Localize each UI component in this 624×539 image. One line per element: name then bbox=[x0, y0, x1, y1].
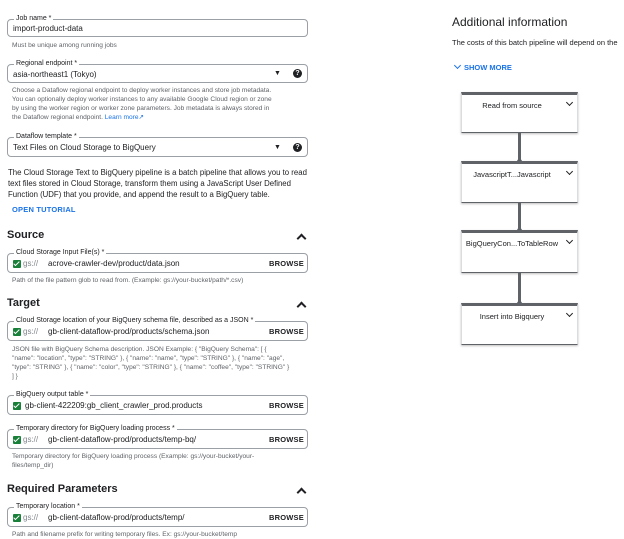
help-icon[interactable]: ? bbox=[293, 143, 302, 152]
valid-check-icon bbox=[13, 260, 21, 268]
job-name-label: Job name * bbox=[16, 15, 52, 22]
temp-dir-hint: Temporary directory for BigQuery loading process (Example: gs://your-bucket/your- files/temp_dir) bbox=[12, 453, 255, 469]
dropdown-arrow-icon[interactable]: ▼ bbox=[274, 70, 281, 77]
temp-location-label: Temporary location * bbox=[16, 503, 80, 510]
input-file-hint: Path of the file pattern glob to read from. (Example: gs://your-bucket/path/*.csv) bbox=[12, 277, 244, 284]
learn-more-link[interactable]: Learn more bbox=[104, 114, 139, 121]
browse-button[interactable]: BROWSE bbox=[269, 259, 304, 268]
input-file-value[interactable]: acrove-crawler-dev/product/data.json bbox=[48, 259, 180, 268]
job-name-field[interactable] bbox=[7, 15, 308, 37]
regional-endpoint-label: Regional endpoint * bbox=[16, 60, 78, 67]
temp-location-hint: Path and filename prefix for writing temporary files. Ex: gs://your-bucket/temp bbox=[12, 531, 238, 538]
regional-endpoint-select[interactable] bbox=[7, 60, 308, 83]
gs-prefix: gs:// bbox=[23, 259, 39, 268]
required-params-title: Required Parameters bbox=[7, 483, 118, 495]
regional-endpoint-hint: Choose a Dataflow regional endpoint to deploy worker instances and store job metadata. You can optionally deploy worker instances to any available Google Cloud region or zone by using the worker region or worker zone parameters. Job metadata is always stored in the Dataflow regional endpoint. Learn more↗ bbox=[12, 87, 272, 121]
temp-dir-value[interactable]: gb-client-dataflow-prod/products/temp-bq/ bbox=[48, 435, 197, 444]
pipeline-node-label: Read from source bbox=[482, 101, 542, 110]
help-icon[interactable]: ? bbox=[293, 69, 302, 78]
browse-button[interactable]: BROWSE bbox=[269, 435, 304, 444]
temp-location-field[interactable] bbox=[7, 503, 308, 527]
gs-prefix: gs:// bbox=[23, 513, 39, 522]
schema-location-field[interactable] bbox=[7, 317, 308, 341]
valid-check-icon bbox=[13, 328, 21, 336]
job-name-hint: Must be unique among running jobs bbox=[12, 42, 117, 49]
output-table-value[interactable]: gb-client-422209:gb_client_crawler_prod.products bbox=[25, 401, 203, 410]
pipeline-node[interactable] bbox=[461, 303, 578, 345]
dataflow-template-select[interactable] bbox=[7, 133, 308, 157]
gs-prefix: gs:// bbox=[23, 327, 39, 336]
collapse-source-icon[interactable] bbox=[297, 234, 307, 244]
info-text: The costs of this batch pipeline will depend on the bbox=[452, 38, 618, 47]
collapse-required-icon[interactable] bbox=[297, 488, 307, 498]
pipeline-node[interactable] bbox=[461, 161, 578, 203]
schema-location-label: Cloud Storage location of your BigQuery schema file, described as a JSON * bbox=[16, 317, 254, 324]
temp-location-value[interactable]: gb-client-dataflow-prod/products/temp/ bbox=[48, 513, 185, 522]
pipeline-node-label: JavascriptT...Javascript bbox=[473, 170, 551, 179]
temp-dir-label: Temporary directory for BigQuery loading process * bbox=[16, 425, 175, 432]
chevron-down-icon[interactable] bbox=[566, 168, 573, 175]
pipeline-connector bbox=[518, 273, 521, 303]
pipeline-node-label: BigQueryCon...ToTableRow bbox=[465, 239, 559, 248]
external-link-icon: ↗ bbox=[138, 114, 145, 121]
valid-check-icon bbox=[13, 402, 21, 410]
valid-check-icon bbox=[13, 514, 21, 522]
output-table-field[interactable] bbox=[7, 391, 308, 415]
job-name-value[interactable]: import-product-data bbox=[13, 24, 83, 33]
template-description: The Cloud Storage Text to BigQuery pipeline is a batch pipeline that allows you to read text files stored in Cloud Storage, transform them using a JavaScript User Defined Function (UDF) that you provide, and append the result to a BigQuery table. bbox=[8, 168, 307, 199]
input-file-label: Cloud Storage Input File(s) * bbox=[16, 249, 105, 256]
chevron-down-icon[interactable] bbox=[566, 99, 573, 106]
source-section-title: Source bbox=[7, 229, 45, 241]
open-tutorial-button[interactable]: OPEN TUTORIAL bbox=[12, 205, 76, 214]
input-file-field[interactable] bbox=[7, 249, 308, 273]
dataflow-template-value: Text Files on Cloud Storage to BigQuery bbox=[13, 143, 156, 152]
show-more-button[interactable]: SHOW MORE bbox=[454, 63, 512, 72]
collapse-target-icon[interactable] bbox=[297, 302, 307, 312]
browse-button[interactable]: BROWSE bbox=[269, 327, 304, 336]
browse-button[interactable]: BROWSE bbox=[269, 401, 304, 410]
pipeline-node[interactable] bbox=[461, 92, 578, 133]
target-section-title: Target bbox=[7, 297, 40, 309]
info-title: Additional information bbox=[452, 15, 568, 29]
pipeline-node-label: Insert into Bigquery bbox=[479, 312, 545, 321]
output-table-label: BigQuery output table * bbox=[16, 391, 89, 398]
chevron-down-icon[interactable] bbox=[566, 310, 573, 317]
pipeline-connector bbox=[518, 133, 521, 161]
chevron-down-icon bbox=[454, 62, 461, 69]
chevron-down-icon[interactable] bbox=[566, 237, 573, 244]
gs-prefix: gs:// bbox=[23, 435, 39, 444]
temp-dir-field[interactable] bbox=[7, 425, 308, 449]
pipeline-connector bbox=[518, 203, 521, 230]
dataflow-template-label: Dataflow template * bbox=[16, 133, 77, 140]
pipeline-node[interactable] bbox=[461, 230, 578, 273]
valid-check-icon bbox=[13, 436, 21, 444]
dropdown-arrow-icon[interactable]: ▼ bbox=[274, 144, 281, 151]
schema-location-hint: JSON file with BigQuery Schema description. JSON Example: { "BigQuery Schema": [ { "name": "location", "type": "STRING" }, { "name": "name", "type": "STRING" }, { "name": "age", "type": "STRING" }, { "name": "color", "type": "STRING" }, { "name": "coffee", "type": "STRING" } ] } bbox=[12, 346, 290, 380]
regional-endpoint-value: asia-northeast1 (Tokyo) bbox=[13, 70, 97, 79]
browse-button[interactable]: BROWSE bbox=[269, 513, 304, 522]
schema-location-value[interactable]: gb-client-dataflow-prod/products/schema.json bbox=[48, 327, 210, 336]
